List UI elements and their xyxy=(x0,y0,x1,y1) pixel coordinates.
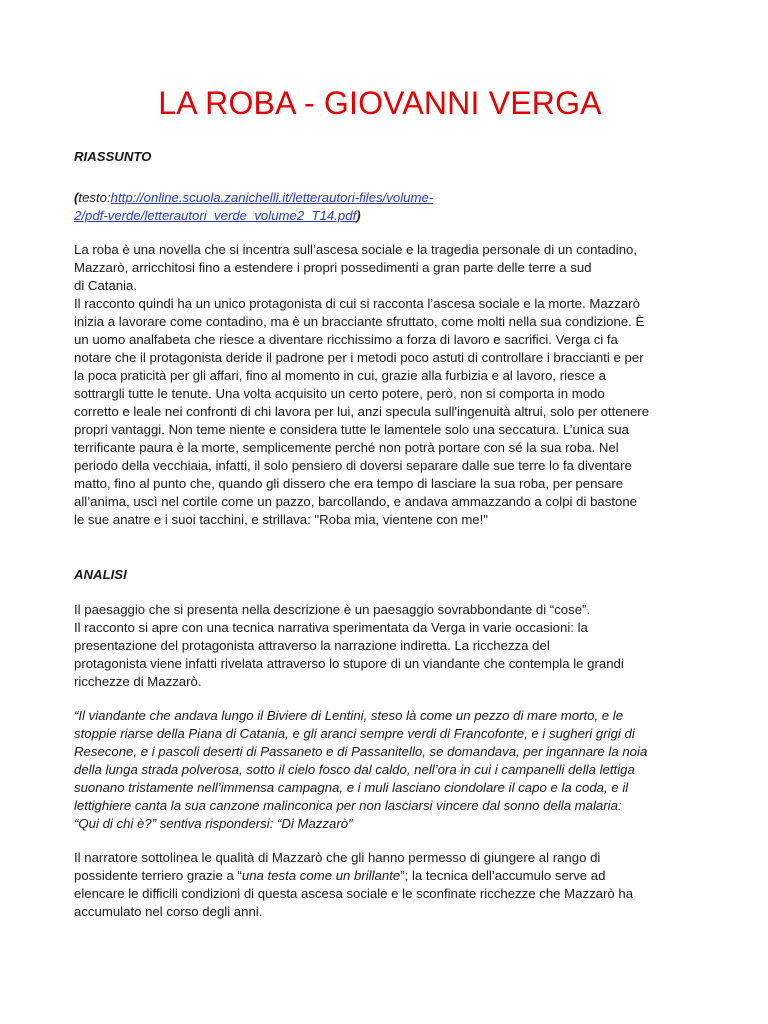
analysis-paragraph-2: Il narratore sottolinea le qualità di Mazzarò che gli hanno permesso di giungere al rango di possidente terriero grazie a “una testa come un brillante”; la tecnica dell’accumulo serve ad elencare le difficili condizioni di questa ascesa sociale e le sconfinate ricchezze che Mazzarò ha accumulato nel corso degli anni. xyxy=(74,850,634,919)
source-reference: (testo:http://online.scuola.zanichelli.it/letterautori-files/volume- 2/pdf-verde/letterautori_verde_volume2_T14.pdf) xyxy=(74,190,434,223)
section-heading-summary: RIASSUNTO xyxy=(74,149,152,164)
page-title: LA ROBA - GIOVANNI VERGA xyxy=(158,85,602,121)
document-body xyxy=(74,148,699,921)
analysis-paragraph-1: Il paesaggio che si presenta nella descrizione è un paesaggio sovrabbondante di “cose”. Il racconto si apre con una tecnica narrativa sperimentata da Verga in varie occasioni: la presentazione del protagonista attraverso la narrazione indiretta. La ricchezza del protagonista viene infatti rivelata attraverso lo stupore di un viandante che contempla le grandi ricchezze di Mazzarò. xyxy=(74,602,624,689)
summary-paragraph-1: La roba è una novella che si incentra sull’ascesa sociale e la tragedia personale di un contadino, Mazzarò, arricchitosi fino a estendere i propri possedimenti a gran parte delle terre a sud di Catania. xyxy=(74,242,638,293)
italic-quote-phrase: una testa come un brillante xyxy=(241,868,401,883)
section-heading-analysis: ANALISI xyxy=(74,567,127,582)
source-link[interactable]: http://online.scuola.zanichelli.it/letterautori-files/volume- 2/pdf-verde/letterautori_verde_volume2_T14.pdf xyxy=(74,190,434,223)
summary-paragraph-2: Il racconto quindi ha un unico protagonista di cui si racconta l’ascesa sociale e la morte. Mazzarò inizia a lavorare come contadino, ma è un bracciante sfruttato, come molti nella sua condizione. È un uomo analfabeta che riesce a diventare ricchissimo a forza di lavoro e sacrifici. Verga ci fa notare che il protagonista deride il padrone per i metodi poco astuti di controllare i braccianti e per la poca praticità per gli affari, fino al momento in cui, grazie alla furbizia e al lavoro, riesce a sottrargli tutte le tenute. Una volta acquisito un certo potere, però, non si comporta in modo corretto e leale nei confronti di chi lavora per lui, anzi specula sull'ingenuità altrui, solo per ottenere propri vantaggi. Non teme niente e considera tutte le lamentele solo una seccatura. L’unica sua terrificante paura è la morte, semplicemente perché non potrà portare con sé la sua roba. Nel periodo della vecchiaia, infatti, il solo pensiero di doversi separare dalle sue terre lo fa diventare matto, fino al punto che, quando gli dissero che era tempo di lasciare la sua roba, per pensare all’anima, uscì nel cortile come un pazzo, barcollando, e andava ammazzando a colpi di bastone le sue anatre e i suoi tacchini, e strillava: "Roba mia, vientene con me!" xyxy=(74,296,650,527)
verga-quotation: “Il viandante che andava lungo il Biviere di Lentini, steso là come un pezzo di mare morto, e le stoppie riarse della Piana di Catania, e gli aranci sempre verdi di Francofonte, e i sugheri grigi di Resecone, e i pascoli deserti di Passaneto e di Passanitello, se domandava, per ingannare la noia della lunga strada polverosa, sotto il cielo fosco dal caldo, nell’ora in cui i campanelli della lettiga suonano tristamente nell’immensa campagna, e i muli lasciano ciondolare il capo e la coda, e il lettighiere canta la sua canzone malinconica per non lasciarsi vincere dal sonno della malaria: “Qui di chi è?” sentiva rispondersi: “Di Mazzarò” xyxy=(74,708,648,831)
